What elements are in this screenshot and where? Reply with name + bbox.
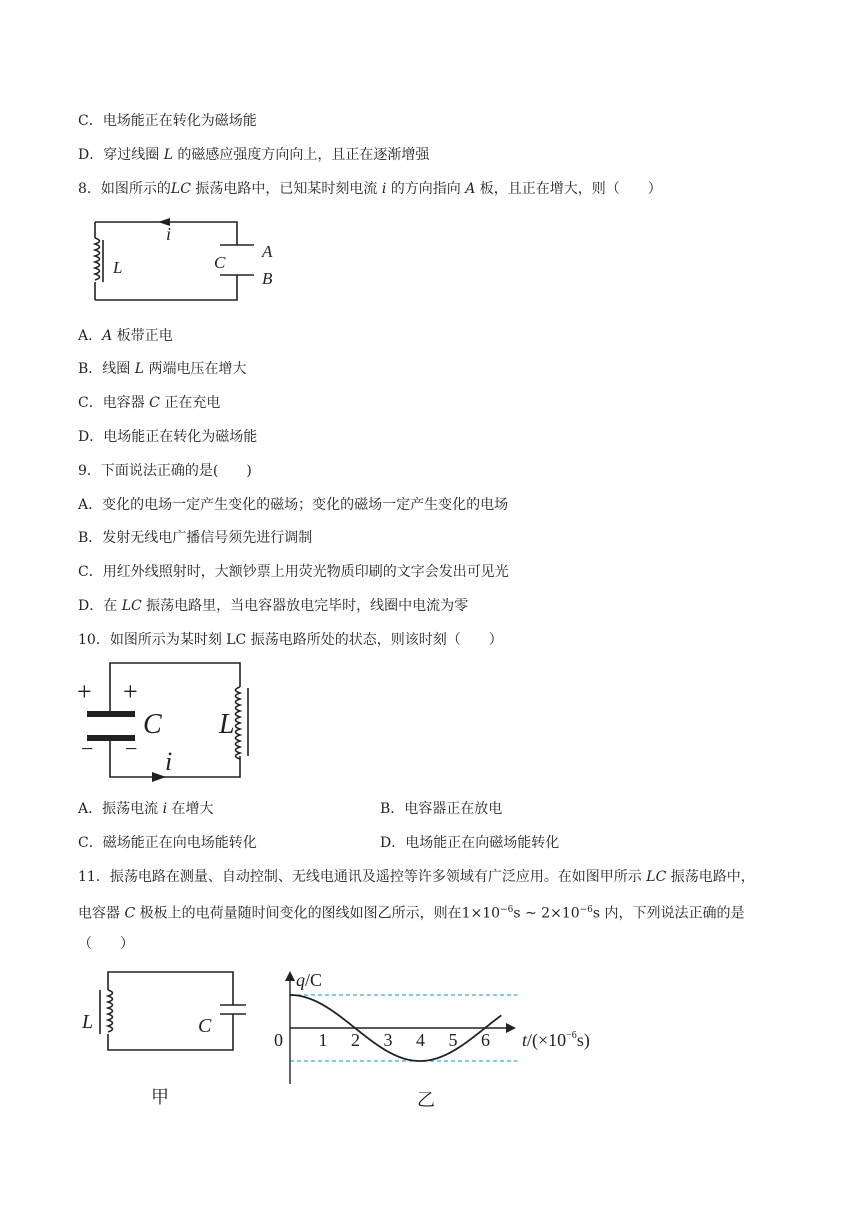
q11-jia-C: C — [198, 1015, 212, 1037]
x-tick-label-5: 5 — [448, 1030, 458, 1050]
q10-fig-minus-left: − — [81, 736, 94, 761]
x-tick-label-2: 2 — [351, 1030, 360, 1050]
q10-option-a: A．振荡电流 i 在增大 — [78, 801, 214, 817]
q8-fig-B: B — [262, 269, 273, 288]
origin-label: 0 — [274, 1030, 283, 1050]
q9-stem: 9．下面说法正确的是( ) — [78, 463, 252, 479]
x-tick-label-3: 3 — [383, 1030, 393, 1050]
q8-fig-A: A — [262, 242, 273, 261]
q10-fig-i: i — [165, 747, 173, 776]
q10-option-c: C．磁场能正在向电场能转化 — [78, 835, 257, 851]
q8-option-c: C．电容器 C 正在充电 — [78, 395, 221, 411]
q8-option-a: A．A 板带正电 — [78, 328, 173, 344]
q10-option-b: B．电容器正在放电 — [380, 801, 503, 817]
q8-fig-C: C — [214, 253, 226, 272]
q9-option-a: A．变化的电场一定产生变化的磁场；变化的磁场一定产生变化的电场 — [78, 497, 509, 513]
x-axis-arrow — [506, 1023, 516, 1033]
y-axis-label: q/C — [296, 970, 323, 990]
q11-stem-line3: （ ） — [78, 936, 134, 952]
q9-option-b: B．发射无线电广播信号须先进行调制 — [78, 530, 313, 546]
x-tick-label-4: 4 — [416, 1030, 425, 1050]
q9-option-d: D．在 LC 振荡电路里，当电容器放电完毕时，线圈中电流为零 — [78, 598, 469, 614]
q9-option-c: C．用红外线照射时，大额钞票上用荧光物质印刷的文字会发出可见光 — [78, 564, 509, 580]
q8-stem: 8．如图所示的LC 振荡电路中，已知某时刻电流 i 的方向指向 A 板，且正在增大，则（ ） — [78, 181, 662, 197]
q11-figure-yi-chart — [270, 966, 610, 1111]
q11-stem-line2: 电容器 C 极板上的电荷量随时间变化的图线如图乙所示，则在$1\times 10^{-6}s$ ~ $2\times 10^{-6}s$ 内，下列说法正确的是 — [78, 905, 745, 922]
q7-option-c: C．电场能正在转化为磁场能 — [78, 113, 257, 129]
q8-fig-L: L — [113, 258, 123, 277]
x-tick-label-6: 6 — [481, 1030, 490, 1050]
q11-jia-L: L — [82, 1011, 94, 1033]
x-axis-label: $t/(\times 10^{-6}s)$ — [522, 1030, 590, 1050]
q8-circuit-figure — [90, 212, 290, 312]
q10-fig-L: L — [219, 709, 235, 740]
q10-fig-C: C — [143, 709, 162, 740]
q7-option-d: D．穿过线圈 L 的磁感应强度方向向上，且正在逐渐增强 — [78, 147, 430, 163]
q10-fig-minus-right: − — [125, 736, 138, 761]
q8-option-b: B．线圈 L 两端电压在增大 — [78, 361, 247, 377]
q11-jia-caption: 甲 — [151, 1087, 169, 1107]
q11-figure-jia — [78, 968, 248, 1108]
q11-yi-caption: 乙 — [417, 1090, 435, 1110]
q10-fig-plus-left: + — [77, 677, 92, 706]
q10-option-d: D．电场能正在向磁场能转化 — [380, 835, 560, 851]
q10-stem: 10．如图所示为某时刻 LC 振荡电路所处的状态，则该时刻（ ） — [78, 632, 503, 648]
y-axis-arrow — [285, 971, 295, 981]
q8-option-d: D．电场能正在转化为磁场能 — [78, 429, 258, 445]
q10-circuit-figure — [75, 660, 265, 785]
q11-stem-line1: 11．振荡电路在测量、自动控制、无线电通讯及遥控等许多领域有广泛应用。在如图甲所示 LC 振荡电路中， — [78, 869, 755, 885]
q10-fig-plus-right: + — [123, 677, 138, 706]
q8-fig-i: i — [166, 224, 172, 244]
x-tick-label-1: 1 — [318, 1030, 328, 1050]
